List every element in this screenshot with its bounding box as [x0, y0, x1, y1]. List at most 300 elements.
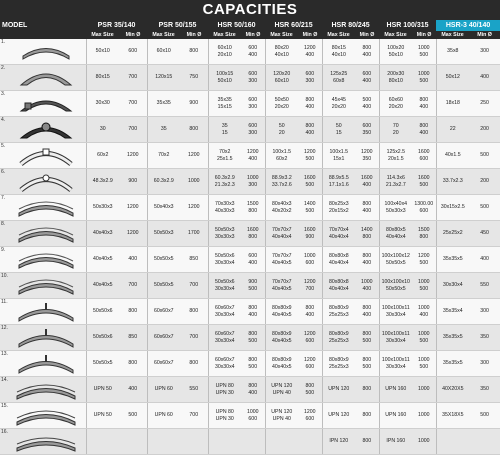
model-header-2: HSR 50/160 [208, 20, 265, 31]
max-size-cell: UPN 80 UPN 30 [208, 403, 241, 429]
min-diameter-cell: 900 500 [241, 273, 265, 299]
min-diameter-cell: 850 [119, 325, 147, 351]
min-diameter-cell: 700 [119, 65, 147, 91]
max-size-cell: 50x12 [436, 65, 469, 91]
min-diameter-cell: 1000 500 [412, 351, 436, 377]
max-size-cell: 50x50x6 [86, 325, 119, 351]
min-diameter-cell: 800 [180, 351, 208, 377]
min-diameter-cell: 800 [355, 377, 379, 403]
min-diameter-cell: 300 [469, 39, 500, 65]
min-diameter-cell: 800 500 [355, 351, 379, 377]
max-size-cell: UPN 160 [379, 403, 412, 429]
profile-shape [7, 377, 86, 403]
angle-in-icon [7, 273, 86, 298]
min-diameter-cell: 1000 600 [241, 403, 265, 429]
max-size-cell: 100x1.5 15x1 [322, 143, 355, 169]
min-diameter-cell: 1200 [119, 221, 147, 247]
beam-flange-icon [7, 429, 86, 454]
max-size-cell: 70x30x3 40x30x3 [208, 195, 241, 221]
min-diameter-cell: 800 [355, 403, 379, 429]
table-row [0, 65, 500, 91]
model-header-4: HSR 80/245 [322, 20, 379, 31]
row-number: 9. [0, 247, 7, 273]
min-diameter-cell: 800 [180, 117, 208, 143]
max-size-cell: 80x80x9 40x40x5 [265, 299, 298, 325]
max-size-cell: 100x40x4 50x30x3 [379, 195, 412, 221]
min-diameter-cell [119, 429, 147, 455]
min-diameter-cell: 800 400 [355, 299, 379, 325]
min-diameter-cell: 1000 400 [412, 299, 436, 325]
square-tube-icon [7, 143, 86, 168]
max-size-cell: 100x100x11 30x30x4 [379, 299, 412, 325]
table-row [0, 403, 500, 429]
max-size-cell: 30x30 [86, 91, 119, 117]
profile-shape [7, 429, 86, 455]
max-size-cell: 100x100x10 50x50x5 [379, 273, 412, 299]
min-diameter-cell: 1500 800 [241, 195, 265, 221]
row-number: 11. [0, 299, 7, 325]
max-size-cell: 50 15 [322, 117, 355, 143]
max-size-header: Max Size [208, 31, 241, 39]
max-size-cell: 50x10 [86, 39, 119, 65]
max-size-cell [436, 429, 469, 455]
profile-shape [7, 403, 86, 429]
row-number: 4. [0, 117, 7, 143]
min-diameter-cell: 1200 500 [412, 247, 436, 273]
profile-shape [7, 39, 86, 65]
min-diameter-cell: 200 [469, 117, 500, 143]
max-size-cell: UPN 120 UPN 40 [265, 403, 298, 429]
max-size-cell: 60x60x7 [147, 325, 180, 351]
min-diameter-cell: 1600 900 [298, 221, 322, 247]
min-diameter-cell: 800 400 [298, 299, 322, 325]
min-diameter-cell: 1000 [180, 169, 208, 195]
max-size-cell: 50x30x3 [86, 195, 119, 221]
channel-flange-icon [7, 403, 86, 428]
min-diameter-cell: 500 [469, 143, 500, 169]
square-bar-icon [7, 91, 86, 116]
min-diameter-header: Min Ø [298, 31, 322, 39]
min-diameter-cell: 1300.00 600 [412, 195, 436, 221]
min-diameter-cell: 800 400 [241, 299, 265, 325]
table-row [0, 299, 500, 325]
min-diameter-cell: 500 [469, 195, 500, 221]
min-diameter-cell: 1000 [412, 377, 436, 403]
max-size-cell: 35x35x5 [436, 325, 469, 351]
max-size-cell: 80x80x9 25x25x3 [322, 351, 355, 377]
max-size-cell: 80x80x8 40x40x4 [322, 273, 355, 299]
min-diameter-cell: 350 [469, 377, 500, 403]
row-number: 13. [0, 351, 7, 377]
max-size-cell: 60x60x7 30x30x4 [208, 325, 241, 351]
min-diameter-cell: 800 400 [298, 91, 322, 117]
max-size-cell: 80x15 40x10 [322, 39, 355, 65]
min-diameter-cell: 600 350 [355, 117, 379, 143]
min-diameter-cell: 1000 500 [412, 273, 436, 299]
max-size-header: Max Size [147, 31, 180, 39]
max-size-cell: 70x70x4 40x40x4 [322, 221, 355, 247]
max-size-cell: 114.3x6 21.3x2.7 [379, 169, 412, 195]
min-diameter-cell: 600 300 [298, 65, 322, 91]
min-diameter-cell: 1200 600 [298, 403, 322, 429]
max-size-header: Max Size [322, 31, 355, 39]
max-size-cell: 88.9x5.5 17.1x1.6 [322, 169, 355, 195]
row-number: 15. [0, 403, 7, 429]
min-diameter-cell: 1200 [119, 195, 147, 221]
table-row [0, 143, 500, 169]
max-size-cell: 80x25x3 20x15x2 [322, 195, 355, 221]
min-diameter-cell: 300 [469, 351, 500, 377]
row-number: 5. [0, 143, 7, 169]
max-size-cell: 48.3x2.9 [86, 169, 119, 195]
max-size-cell: 70 20 [379, 117, 412, 143]
max-size-cell: UPN 120 [322, 377, 355, 403]
min-diameter-header: Min Ø [119, 31, 147, 39]
round-bar-icon [7, 117, 86, 142]
min-diameter-cell: 1600 800 [241, 221, 265, 247]
max-size-cell: 35x8 [436, 39, 469, 65]
max-size-cell: 35X18X5 [436, 403, 469, 429]
max-size-cell: 60.3x2.9 21.3x2.3 [208, 169, 241, 195]
min-diameter-cell: 500 [119, 403, 147, 429]
max-size-cell: 35x35 15x15 [208, 91, 241, 117]
model-header: MODEL [0, 20, 86, 31]
min-diameter-cell: 600 400 [241, 39, 265, 65]
max-size-cell: 100x100x12 50x50x5 [379, 247, 412, 273]
table-row [0, 351, 500, 377]
model-header-3: HSR 60/215 [265, 20, 322, 31]
capacities-table [0, 20, 500, 455]
min-diameter-cell: 600 [119, 39, 147, 65]
table-row [0, 377, 500, 403]
row-number: 10. [0, 273, 7, 299]
angle-out-icon [7, 247, 86, 272]
min-diameter-cell: 600 400 [355, 65, 379, 91]
max-size-cell: 40x1.5 [436, 143, 469, 169]
min-diameter-cell: 1200 [180, 195, 208, 221]
profile-shape [7, 351, 86, 377]
min-diameter-cell: 300 [469, 299, 500, 325]
min-diameter-cell: 1400 500 [298, 195, 322, 221]
min-diameter-cell: 1200 400 [241, 143, 265, 169]
min-diameter-cell: 800 500 [241, 351, 265, 377]
profile-shape [7, 91, 86, 117]
max-size-cell: UPN 120 [322, 403, 355, 429]
model-subheader [0, 31, 86, 39]
min-diameter-cell: 1000 500 [412, 65, 436, 91]
max-size-cell: 30x15x2.5 [436, 195, 469, 221]
min-diameter-cell: 600 300 [241, 91, 265, 117]
max-size-cell: 70x2 25x1.5 [208, 143, 241, 169]
max-size-cell: 50x50x5 [147, 273, 180, 299]
min-diameter-cell: 450 [469, 221, 500, 247]
max-size-cell: 40x40x3 [86, 221, 119, 247]
min-diameter-cell: 800 500 [298, 377, 322, 403]
min-diameter-header: Min Ø [469, 31, 500, 39]
min-diameter-cell: 800 400 [412, 117, 436, 143]
angle-leg-in-icon [7, 221, 86, 246]
max-size-cell: 80x80x5 40x40x4 [379, 221, 412, 247]
row-number: 16. [0, 429, 7, 455]
max-size-cell: 60x60x7 30x30x4 [208, 351, 241, 377]
tee-flange-out-icon [7, 299, 86, 324]
round-tube-icon [7, 169, 86, 194]
max-size-cell: 125x25 60x8 [322, 65, 355, 91]
max-size-cell: UPN 60 [147, 377, 180, 403]
model-header-5: HSR 100/315 [379, 20, 436, 31]
min-diameter-cell: 1200 500 [298, 143, 322, 169]
capacities-body [0, 39, 500, 455]
min-diameter-cell: 1600 400 [355, 169, 379, 195]
min-diameter-header: Min Ø [412, 31, 436, 39]
max-size-cell: 50x50x5 [147, 247, 180, 273]
profile-shape [7, 143, 86, 169]
max-size-cell: 35x35 [147, 91, 180, 117]
max-size-cell: UPN 60 [147, 403, 180, 429]
max-size-cell: 125x2.5 20x1.5 [379, 143, 412, 169]
max-size-cell: 80x80x9 25x25x3 [322, 299, 355, 325]
profile-shape [7, 195, 86, 221]
min-diameter-cell: 800 400 [355, 195, 379, 221]
max-size-cell: 40x40x5 [86, 273, 119, 299]
max-size-cell: 50x50x6 30x30x4 [208, 247, 241, 273]
table-row [0, 169, 500, 195]
max-size-cell [208, 429, 241, 455]
max-size-cell: 60.3x2.9 [147, 169, 180, 195]
min-diameter-cell: 900 [119, 169, 147, 195]
row-number: 14. [0, 377, 7, 403]
min-diameter-cell: 1200 [119, 143, 147, 169]
min-diameter-cell: 700 [119, 273, 147, 299]
min-diameter-cell: 500 400 [355, 91, 379, 117]
max-size-cell: 100x20 50x10 [379, 39, 412, 65]
min-diameter-cell: 800 [355, 429, 379, 455]
min-diameter-cell: 1700 [180, 221, 208, 247]
max-size-cell: 18x18 [436, 91, 469, 117]
max-size-cell: 80x40x3 40x20x2 [265, 195, 298, 221]
min-diameter-cell: 550 [180, 377, 208, 403]
min-diameter-cell: 700 [180, 325, 208, 351]
max-size-cell: 200x30 80x10 [379, 65, 412, 91]
max-size-cell: 50x50 20x20 [265, 91, 298, 117]
page-title: CAPACITIES [0, 0, 500, 20]
min-diameter-cell: 800 400 [355, 247, 379, 273]
max-size-cell: 50 20 [265, 117, 298, 143]
max-size-cell: IPN 160 [379, 429, 412, 455]
profile-shape [7, 117, 86, 143]
min-diameter-cell [469, 429, 500, 455]
min-diameter-cell: 800 [119, 299, 147, 325]
max-size-cell: 80x80x8 40x40x4 [322, 247, 355, 273]
max-size-cell: 33.7x2.3 [436, 169, 469, 195]
min-diameter-cell: 1600 500 [298, 169, 322, 195]
profile-shape [7, 247, 86, 273]
min-diameter-cell: 800 400 [355, 39, 379, 65]
min-diameter-cell: 800 [180, 39, 208, 65]
min-diameter-cell: 800 400 [298, 117, 322, 143]
row-number: 7. [0, 195, 7, 221]
max-size-cell: UPN 120 UPN 40 [265, 377, 298, 403]
max-size-cell: 35x35x5 [436, 351, 469, 377]
max-size-cell: UPN 50 [86, 377, 119, 403]
table-row [0, 247, 500, 273]
max-size-cell: 40x40x5 [86, 247, 119, 273]
min-diameter-cell: 850 [180, 247, 208, 273]
profile-shape [7, 169, 86, 195]
min-diameter-cell [180, 429, 208, 455]
max-size-cell: 50x50x5 [86, 351, 119, 377]
min-diameter-cell: 600 300 [241, 65, 265, 91]
flat-bar-edge-icon [7, 65, 86, 90]
model-header-1: PSR 50/155 [147, 20, 208, 31]
min-diameter-cell: 250 [469, 91, 500, 117]
model-header-0: PSR 35/140 [86, 20, 147, 31]
row-number: 3. [0, 91, 7, 117]
max-size-cell [86, 429, 119, 455]
max-size-cell: 80x80x9 25x25x3 [322, 325, 355, 351]
min-diameter-cell: 700 [119, 91, 147, 117]
max-size-cell: IPN 120 [322, 429, 355, 455]
max-size-cell: 35x35x4 [436, 299, 469, 325]
max-size-cell: 50x50x6 30x30x4 [208, 273, 241, 299]
max-size-cell: 100x1.5 60x2 [265, 143, 298, 169]
max-size-cell: 88.9x3.2 33.7x2.6 [265, 169, 298, 195]
profile-shape [7, 299, 86, 325]
max-size-cell: 35x35x5 [436, 247, 469, 273]
min-diameter-cell: 800 [119, 351, 147, 377]
min-diameter-cell: 1600 500 [412, 169, 436, 195]
max-size-cell: UPN 50 [86, 403, 119, 429]
row-number: 8. [0, 221, 7, 247]
max-size-cell: 45x45 20x20 [322, 91, 355, 117]
profile-shape [7, 221, 86, 247]
min-diameter-cell: 800 400 [412, 91, 436, 117]
min-diameter-cell: 1000 [412, 403, 436, 429]
min-diameter-cell: 1000 300 [241, 169, 265, 195]
max-size-cell: UPN 160 [379, 377, 412, 403]
row-number: 6. [0, 169, 7, 195]
min-diameter-cell [241, 429, 265, 455]
min-diameter-cell: 1000 500 [412, 39, 436, 65]
min-diameter-cell: 750 [180, 65, 208, 91]
table-row [0, 91, 500, 117]
max-size-cell: 35 [147, 117, 180, 143]
profile-shape [7, 273, 86, 299]
model-header-6: HSR-3 40/140 [436, 20, 500, 31]
max-size-cell: 40X20X5 [436, 377, 469, 403]
min-diameter-cell [298, 429, 322, 455]
max-size-cell: 60x10 [147, 39, 180, 65]
max-size-header: Max Size [86, 31, 119, 39]
min-diameter-cell: 1200 600 [298, 351, 322, 377]
min-diameter-header: Min Ø [241, 31, 265, 39]
row-number: 12. [0, 325, 7, 351]
max-size-cell: 60x60 20x20 [379, 91, 412, 117]
channel-web-icon [7, 377, 86, 402]
min-diameter-cell: 1500 800 [412, 221, 436, 247]
max-size-cell: 120x20 60x10 [265, 65, 298, 91]
max-size-cell: 22 [436, 117, 469, 143]
max-size-cell: 30x30x4 [436, 273, 469, 299]
max-size-cell: 100x100x11 30x30x4 [379, 351, 412, 377]
min-diameter-cell: 900 [180, 91, 208, 117]
max-size-cell: 50x50x3 [147, 221, 180, 247]
min-diameter-cell: 1400 800 [355, 221, 379, 247]
max-size-cell: 50x50x3 30x30x3 [208, 221, 241, 247]
max-size-cell: 80x20 40x10 [265, 39, 298, 65]
table-row [0, 273, 500, 299]
max-size-cell: 120x15 [147, 65, 180, 91]
row-number: 2. [0, 65, 7, 91]
max-size-cell: 70x2 [147, 143, 180, 169]
min-diameter-cell: 500 [469, 403, 500, 429]
min-diameter-cell: 800 500 [241, 325, 265, 351]
min-diameter-cell: 1200 600 [298, 325, 322, 351]
min-diameter-cell: 1000 600 [298, 247, 322, 273]
max-size-cell: 30 [86, 117, 119, 143]
min-diameter-cell: 400 [119, 247, 147, 273]
min-diameter-cell: 200 [469, 169, 500, 195]
max-size-cell [147, 429, 180, 455]
min-diameter-cell: 800 400 [241, 377, 265, 403]
max-size-cell: 70x70x7 40x40x5 [265, 247, 298, 273]
tee-flange-in-icon [7, 325, 86, 350]
min-diameter-cell: 800 [180, 299, 208, 325]
min-diameter-header: Min Ø [355, 31, 379, 39]
profile-shape [7, 65, 86, 91]
max-size-cell: 100x15 50x10 [208, 65, 241, 91]
min-diameter-cell: 400 [469, 247, 500, 273]
max-size-cell: 50x50x6 [86, 299, 119, 325]
min-diameter-cell: 1000 [412, 429, 436, 455]
min-diameter-cell: 700 [180, 273, 208, 299]
max-size-cell: 50x40x3 [147, 195, 180, 221]
min-diameter-cell: 1200 350 [355, 143, 379, 169]
min-diameter-cell: 400 [119, 377, 147, 403]
min-diameter-cell: 1200 700 [298, 273, 322, 299]
max-size-cell: UPN 80 UPN 30 [208, 377, 241, 403]
min-diameter-cell: 700 [180, 403, 208, 429]
table-row [0, 429, 500, 455]
min-diameter-cell: 1000 400 [355, 273, 379, 299]
max-size-cell: 35 15 [208, 117, 241, 143]
profile-shape [7, 325, 86, 351]
min-diameter-cell: 600 400 [241, 247, 265, 273]
min-diameter-cell: 800 500 [355, 325, 379, 351]
max-size-cell: 60x60x7 30x30x4 [208, 299, 241, 325]
min-diameter-cell: 1600 600 [412, 143, 436, 169]
min-diameter-header: Min Ø [180, 31, 208, 39]
max-size-cell: 25x25x2 [436, 221, 469, 247]
min-diameter-cell: 1200 [180, 143, 208, 169]
min-diameter-cell: 350 [469, 325, 500, 351]
table-row [0, 195, 500, 221]
max-size-cell: 80x15 [86, 65, 119, 91]
flat-bar-icon [7, 39, 86, 64]
max-size-header: Max Size [379, 31, 412, 39]
max-size-cell: 80x80x9 40x40x5 [265, 325, 298, 351]
max-size-header: Max Size [436, 31, 469, 39]
max-size-cell: 60x60x7 [147, 299, 180, 325]
angle-leg-out-icon [7, 195, 86, 220]
max-size-cell [265, 429, 298, 455]
max-size-header: Max Size [265, 31, 298, 39]
table-row [0, 117, 500, 143]
table-row [0, 221, 500, 247]
max-size-cell: 80x80x9 40x40x5 [265, 351, 298, 377]
max-size-cell: 70x70x7 40x40x5 [265, 273, 298, 299]
row-number: 1. [0, 39, 7, 65]
